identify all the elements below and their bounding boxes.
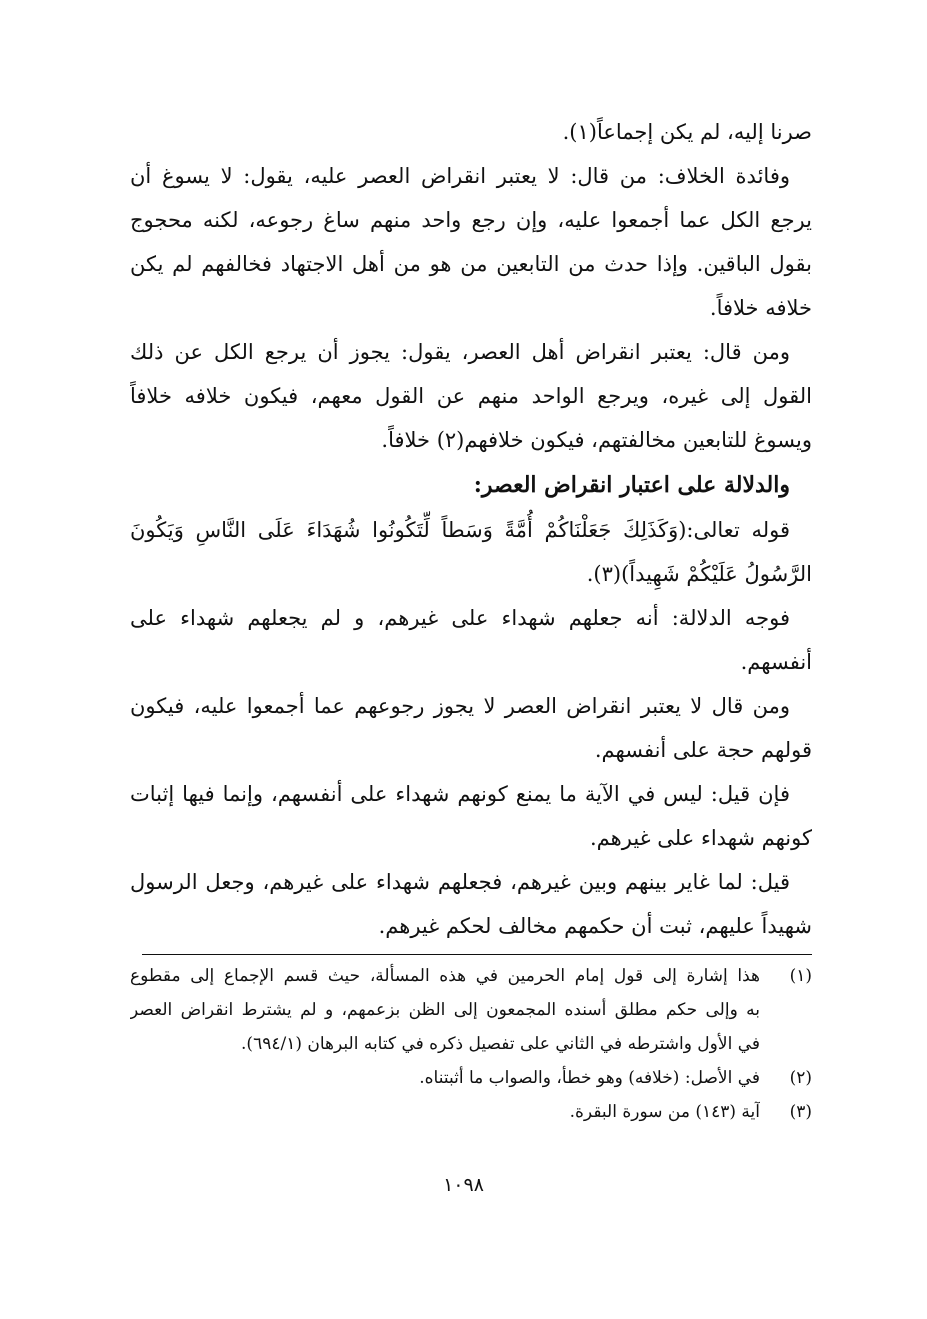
text-line: الرَّسُولُ عَلَيْكُمْ شَهِيداً)(٣).	[586, 562, 812, 586]
footnote	[130, 1061, 812, 1095]
text-line: بقول الباقين. وإذا حدث من التابعين من هو من أهل الاجتهاد فخالفهم لم يكن	[130, 252, 812, 276]
footnote-number: (٣)	[789, 1102, 812, 1122]
footnote-line: آية (١٤٣) من سورة البقرة.	[569, 1102, 760, 1122]
paragraph	[130, 772, 812, 860]
page-body	[130, 110, 812, 1129]
page-number: ١٠٩٨	[443, 1174, 484, 1196]
text-line: القول إلى غيره، ويرجع الواحد منهم عن القول معهم، فيكون خلافه خلافاً	[130, 384, 812, 408]
footnotes	[130, 959, 812, 1129]
text-line: قولهم حجة على أنفسهم.	[594, 738, 812, 762]
footnote-line: في الأصل: (خلافه) وهو خطأ، والصواب ما أثبتناه.	[419, 1068, 760, 1088]
footnote-line: هذا إشارة إلى قول إمام الحرمين في هذه المسألة، حيث قسم الإجماع إلى مقطوع	[130, 966, 760, 986]
text-line: شهيداً عليهم، ثبت أن حكمهم مخالف لحكم غيرهم.	[378, 914, 812, 938]
paragraph	[130, 330, 812, 462]
text-line: وفائدة الخلاف: من قال: لا يعتبر انقراض العصر عليه، يقول: لا يسوغ أن	[130, 164, 790, 188]
text-line: قيل: لما غاير بينهم وبين غيرهم، فجعلهم شهداء على غيرهم، وجعل الرسول	[130, 870, 790, 894]
text-line: صرنا إليه، لم يكن إجماعاً(١).	[562, 120, 812, 144]
paragraph	[130, 596, 812, 684]
text-line: أنفسهم.	[740, 650, 812, 674]
text-line: فوجه الدلالة: أنه جعلهم شهداء على غيرهم، و لم يجعلهم شهداء على	[130, 606, 790, 630]
paragraph	[130, 508, 812, 596]
footnote-divider	[142, 954, 812, 955]
footnote	[130, 1095, 812, 1129]
text-line: كونهم شهداء على غيرهم.	[590, 826, 812, 850]
text-line: خلافه خلافاً.	[709, 296, 812, 320]
text-line: ومن قال لا يعتبر انقراض العصر لا يجوز رجوعهم عما أجمعوا عليه، فيكون	[130, 694, 790, 718]
text-line: ويسوغ للتابعين مخالفتهم، فيكون خلافهم(٢) خلافاً.	[381, 428, 812, 452]
footnote-line: به وإلى حكم مطلق أسنده المجمعون إلى الظن بزعمهم، و لم يشترط انقراض العصر	[130, 1000, 760, 1020]
section-heading: والدلالة على اعتبار انقراض العصر:	[473, 472, 790, 498]
footnote	[130, 959, 812, 1061]
text-line: يرجع الكل عما أجمعوا عليه، وإن رجع واحد منهم ساغ رجوعه، لكنه محجوج	[130, 208, 812, 232]
paragraph	[130, 154, 812, 330]
text-line: فإن قيل: ليس في الآية ما يمنع كونهم شهداء على أنفسهم، وإنما فيها إثبات	[130, 782, 790, 806]
paragraph	[130, 110, 812, 154]
footnote-number: (٢)	[789, 1068, 812, 1088]
text-line: ومن قال: يعتبر انقراض أهل العصر، يقول: يجوز أن يرجع الكل عن ذلك	[130, 340, 790, 364]
paragraph	[130, 684, 812, 772]
footnote-line: في الأول واشترطه في الثاني على تفصيل ذكره في كتابه البرهان (٦٩٤/١).	[241, 1034, 760, 1054]
text-line: قوله تعالى:(وَكَذَلِكَ جَعَلْنَاكُمْ أُمَّةً وَسَطاً لِّتَكُونُوا شُهَدَاءَ عَلَى النَّاسِ وَيَكُونَ	[130, 518, 790, 542]
paragraph	[130, 860, 812, 948]
footnote-number: (١)	[789, 966, 812, 986]
